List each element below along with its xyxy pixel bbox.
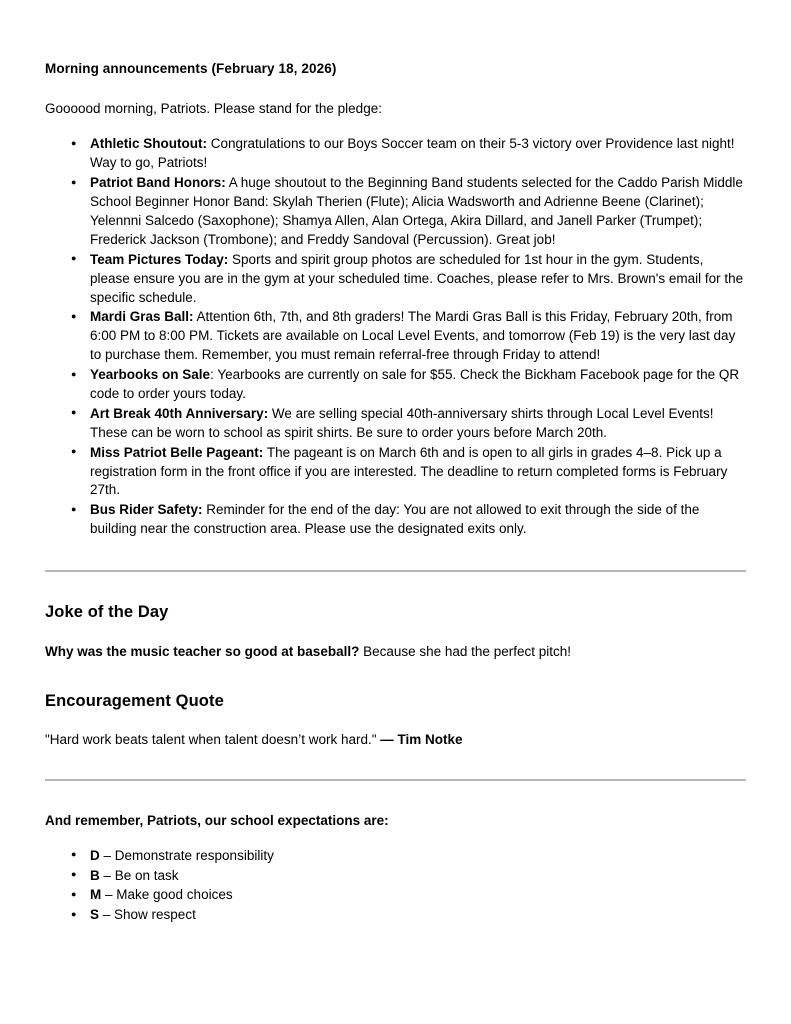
announcement-body: Attention 6th, 7th, and 8th graders! The Mardi Gras Ball is this Friday, February 20th, from 6:00 PM to 8:00 PM. Tickets are available on Local Level Events, and tomorrow (Feb 19) is the very last day to purchase them. Remember, you must remain referral-free through Friday to attend!	[90, 309, 736, 363]
list-item	[45, 174, 746, 250]
announcement-lead: Miss Patriot Belle Pageant:	[90, 444, 264, 460]
announcement-body: The pageant is on March 6th and is open to all girls in grades 4–8. Pick up a registration form in the front office if you are interested. The deadline to return completed forms is February 27th.	[90, 444, 728, 498]
list-item	[45, 135, 746, 173]
expectation-text: – Make good choices	[101, 887, 233, 903]
expectation-letter: B	[90, 867, 100, 883]
intro-paragraph: Goooood morning, Patriots. Please stand for the pledge:	[45, 101, 382, 117]
announcement-body: Reminder for the end of the day: You are not allowed to exit through the side of the building near the construction area. Please use the designated exits only.	[90, 502, 700, 537]
divider-top-wrap	[45, 540, 746, 572]
list-item	[45, 501, 746, 539]
quote-attribution: — Tim Notke	[380, 732, 463, 748]
divider-bottom-wrap	[45, 749, 746, 781]
announcement-lead: Art Break 40th Anniversary:	[90, 405, 269, 421]
announcement-lead: Bus Rider Safety:	[90, 502, 203, 518]
list-item	[45, 251, 746, 308]
expectation-text: – Be on task	[99, 867, 179, 883]
list-item	[45, 405, 746, 443]
expectation-letter: D	[90, 847, 100, 863]
expectation-letter: M	[90, 887, 102, 903]
announcement-lead: Team Pictures Today:	[90, 251, 229, 267]
announcement-body: Sports and spirit group photos are scheduled for 1st hour in the gym. Students, please ensure you are in the gym at your scheduled time. Coaches, please refer to Mrs. Brown's email for the specific schedule.	[90, 251, 744, 305]
joke-section-heading: Joke of the Day	[45, 603, 169, 622]
quote-body: "Hard work beats talent when talent doesn’t work hard."	[45, 732, 381, 748]
section-divider	[45, 570, 746, 572]
list-item	[45, 867, 746, 886]
quote-text	[45, 731, 746, 749]
list-item	[45, 847, 746, 866]
announcements-list	[45, 135, 746, 539]
announcement-body: A huge shoutout to the Beginning Band students selected for the Caddo Parish Middle School Beginner Honor Band: Skylah Therien (Flute); Alicia Wadsworth and Adrienne Beene (Clarinet); Yelennni Salcedo (Saxophone); Shamya Allen, Alan Ortega, Akira Dillard, and Janell Parker (Trumpet); Frederick Jackson (Trombone); and Freddy Sandoval (Percussion). Great job!	[90, 175, 743, 247]
joke-text	[45, 643, 746, 661]
expectations-intro: And remember, Patriots, our school expectations are:	[45, 813, 389, 829]
list-item	[45, 906, 746, 925]
announcement-lead: Mardi Gras Ball:	[90, 309, 194, 325]
list-item	[45, 886, 746, 905]
joke-question: Why was the music teacher so good at baseball?	[45, 643, 360, 659]
joke-answer: Because she had the perfect pitch!	[359, 643, 571, 659]
announcement-body: We are selling special 40th-anniversary shirts through Local Level Events! These can be worn to school as spirit shirts. Be sure to order yours before March 20th.	[90, 405, 714, 440]
announcement-lead: Athletic Shoutout:	[90, 136, 207, 152]
expectation-text: – Show respect	[99, 907, 196, 923]
expectation-text: – Demonstrate responsibility	[99, 847, 274, 863]
announcement-lead: Yearbooks on Sale	[90, 367, 211, 383]
page-title: Morning announcements (February 18, 2026)	[45, 61, 337, 76]
list-item	[45, 366, 746, 404]
announcement-lead: Patriot Band Honors:	[90, 175, 226, 191]
announcement-body: Congratulations to our Boys Soccer team on their 5-3 victory over Providence last night! Way to go, Patriots!	[90, 136, 735, 171]
list-item	[45, 444, 746, 501]
expectation-letter: S	[90, 907, 100, 923]
quote-section-heading: Encouragement Quote	[45, 691, 224, 710]
list-item	[45, 308, 746, 365]
expectations-list	[45, 847, 746, 926]
announcement-body: : Yearbooks are currently on sale for $55. Check the Bickham Facebook page for the QR code to order yours today.	[90, 367, 740, 402]
section-divider	[45, 779, 746, 781]
